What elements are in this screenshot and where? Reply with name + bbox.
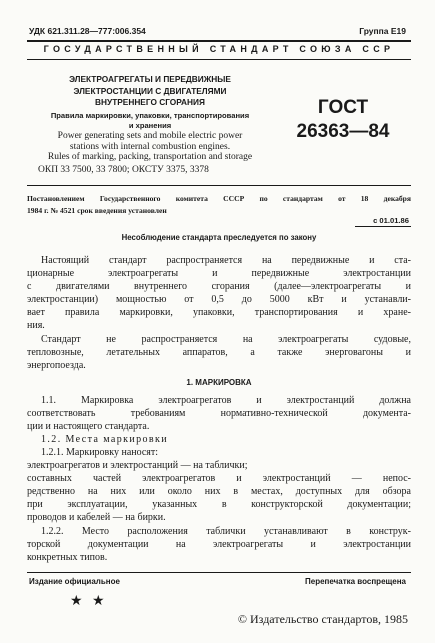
decree-line: 1984 г. № 4521 срок введения установлен [27,206,167,215]
section-line: торской документации на электроагрегаты и электростанции [27,539,411,550]
section-line: редственно на них или около них в местах, доступных для обзора [27,486,411,497]
section-line: соответствовать требованиям нормативно-технической документа- [27,408,411,419]
classification-codes: ОКП 33 7500, 33 7800; ОКСТУ 3375, 3378 [38,165,209,175]
subtitle-line: Правила маркировки, упаковки, транспортирования [50,111,250,120]
authority-rule [27,59,411,60]
standard-title [28,74,272,109]
section-line: проводов и кабелей — на бирки. [27,512,166,523]
section-line: ции и настоящего стандарта. [27,421,150,432]
gost-label: ГОСТ [317,97,369,118]
title-rule [27,185,411,186]
title-line: ЭЛЕКТРОСТАНЦИИ С ДВИГАТЕЛЯМИ [73,85,227,96]
gost-number: 26363—84 [296,121,390,142]
intro-line: Стандарт не распространяется на электроагрегаты судовые, [41,334,411,345]
section-heading: 1. МАРКИРОВКА [186,378,252,387]
english-line: Rules of marking, packing, transportation and storage [47,152,253,162]
group-code: Группа Е19 [359,26,406,36]
section-line: 1.1. Маркировка электроагрегатов и электростанций должна [41,395,411,406]
intro-line: Настоящий стандарт распространяется на передвижные и ста- [41,255,411,266]
english-line: stations with internal combustion engines. [69,141,231,152]
intro-line: вает правила маркировки, упаковки, транспортирования и хране- [27,307,411,318]
law-warning: Несоблюдение стандарта преследуется по закону [121,233,317,242]
section-line: 1.2.2. Место расположения таблички устанавливают в конструк- [41,526,411,537]
reprint-prohibited: Перепечатка воспрещена [305,577,406,586]
section-line: при эксплуатации, указанных в конструкторской документации; [27,499,411,510]
intro-line: тепловозные, летательных аппаратов, а также энерговагоны и [27,347,411,358]
effective-date: с 01.01.86 [373,216,409,225]
top-rule [27,40,411,42]
standard-subtitle [28,111,272,130]
english-title [28,131,272,163]
title-line: ВНУТРЕННЕГО СГОРАНИЯ [95,97,205,107]
section-line: электроагрегатов и электростанций — на таблички; [27,460,248,471]
subtitle-line: и хранения [128,120,172,130]
section-line: 1.2. Места маркировки [41,434,169,445]
intro-line: электростанции) мощностью от 0,5 до 5000 кВт и устанавли- [27,294,411,305]
intro-line: с двигателями внутреннего сгорания (далее—электроагрегаты и [27,281,411,292]
footer-rule [27,572,411,573]
official-edition: Издание официальное [29,577,120,586]
section-line: составных частей электроагрегатов и электростанций — непос- [27,473,411,484]
intro-line: ния. [27,320,45,331]
stars-mark: ★ ★ [70,594,108,609]
intro-line: энергопоезда. [27,360,86,371]
intro-line: ционарные электроагрегаты и передвижные электростанции [27,268,411,279]
title-line: ЭЛЕКТРОАГРЕГАТЫ И ПЕРЕДВИЖНЫЕ [69,74,231,84]
authority-title: ГОСУДАРСТВЕННЫЙ СТАНДАРТ СОЮЗА ССР [43,44,395,54]
udk-code: УДК 621.311.28—777:006.354 [29,26,146,36]
english-line: Power generating sets and mobile electric power [57,131,243,141]
effective-date-rule [355,226,411,227]
section-line: 1.2.1. Маркировку наносят: [41,447,159,458]
publisher-copyright: © Издательство стандартов, 1985 [237,612,408,626]
decree-line: Постановлением Государственного комитета СССР по стандартам от 18 декабря [27,194,411,203]
section-line: конкретных типов. [27,552,108,563]
